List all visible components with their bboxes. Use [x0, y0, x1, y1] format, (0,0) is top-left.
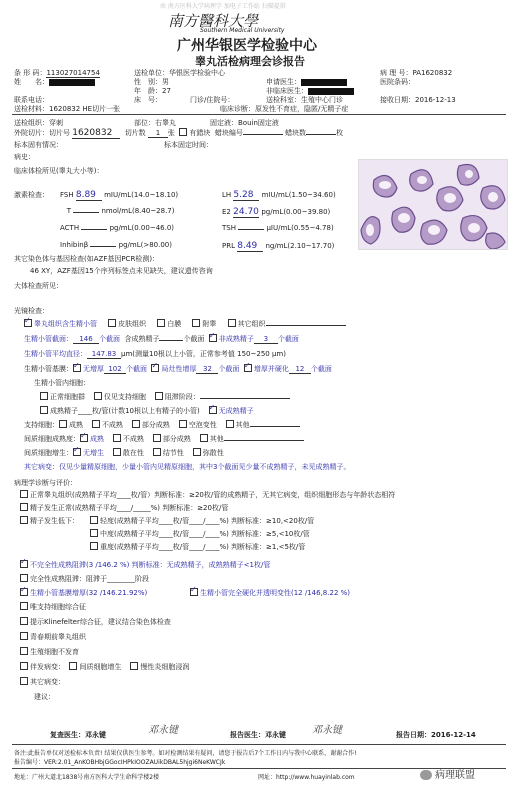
outpatient-number: 门诊/住院号：	[190, 96, 235, 104]
fixative: 固定液：Bouin固定液	[210, 119, 279, 127]
sertoli-cells: 支持细胞： 成熟 不成熟 部分成熟 空泡变性 其他	[24, 420, 300, 430]
hormone-fsh: FSH 8.89 mIU/mL(14.0~18.10)	[60, 190, 179, 200]
age: 年 龄：27	[134, 87, 171, 95]
pathology-number: 病 理 号：PA1620832	[380, 69, 453, 77]
hospital-barcode: 医院条码：	[380, 78, 415, 86]
microscopy-label: 光镜检查：	[14, 307, 49, 315]
receive-date: 接收日期：2016-12-13	[380, 96, 456, 104]
diag-sclerosis: ✓ 生精小管完全硬化并透明变性(12 /146,8.22 %)	[190, 588, 350, 598]
gross-condition: 标本固有情况：	[14, 141, 63, 149]
specimen-side: 部位：右睾丸	[134, 119, 176, 127]
leydig-maturity: 间质细胞成熟度：✓ 成熟 不成熟 部分成熟 其他	[24, 434, 304, 444]
center-title: 广州华银医学检验中心	[177, 38, 317, 54]
material: 送检材料：1620832 HE切片一张	[14, 105, 121, 113]
hormone-t: T nmol/mL(8.40~28.7)	[66, 207, 175, 215]
other-lesion: 其它病变：仅见少量精原细胞，少量小管内见精原细胞，其中3个截面见少量不成熟精子，未见成熟精子。	[24, 463, 351, 471]
address: 地址：广州大道北1838号南方医科大学生命科学楼2楼	[14, 774, 160, 781]
report-code: 报告编号：VER:2.01_AnKOBHbjGGocIHPkIOOZAUikDBAL5hjgi6NeKWCJk	[14, 759, 226, 766]
diag-hypospermatogenesis: 精子发生低下：	[20, 516, 79, 526]
disclaimer: 备注:此报告单仅对送检标本负责! 结果仅供医生参考。如对检测结果有疑问，请您于报告后7个工作日内与我中心联系，谢谢合作!	[14, 750, 357, 757]
histology-micrograph	[358, 159, 508, 250]
basement-membrane: 生精小管基膜：✓ 无增厚 102 个截面 ✓ 局灶性增厚 32 个截面 ✓ 增厚并硬化 12 个截面	[24, 364, 332, 374]
contact-phone: 联系电话：	[14, 96, 49, 104]
mature-sperm: 成熟精子____枚/管(计数10根以上有精子的小管) ✓ 无成熟精子	[40, 406, 254, 416]
barcode: 条 形 码：113027014754	[14, 69, 100, 77]
specimen-method: 送检组织：穿刺	[14, 119, 63, 127]
external-slide: 外院切片：切片号 1620832 切片数 1 张 有錯块 蜡块编号 蜡块数 枚	[14, 128, 344, 138]
diag-mild: 轻度(成熟精子平均____枚/管____/____%) 判断标准：≥10,<20枚/管	[90, 516, 314, 526]
cell-types: 正常细胞群 仅见支持细胞 阻滞阶段：	[40, 392, 290, 402]
diag-klinefelter: 提示Klinefelter综合征，建议结合染色体检查	[20, 617, 171, 627]
tissue-types: ✓睾丸组织含生精小管 皮肤组织 白膜 附睾 其它组织	[24, 319, 346, 329]
suggestion: 建议：	[34, 693, 55, 701]
hormone-label: 激素检查：	[14, 191, 49, 199]
diag-basement-thickening: ✓生精小管基膜增厚(32 /146.21.92%)	[20, 588, 147, 598]
divider	[12, 744, 506, 745]
non-clinical-doctor: 非临床医生：	[266, 86, 354, 96]
university-logo-cn: 南方醫科大學	[168, 12, 259, 30]
diag-germ-aplasia: 生殖细胞不发育	[20, 647, 79, 657]
report-title: 睾丸活检病理会诊报告	[195, 55, 305, 68]
gross-exam: 大体检查所见：	[14, 282, 63, 290]
diag-prepubertal: 青春期前睾丸组织	[20, 632, 86, 642]
department: 送检科室：生殖中心门诊	[266, 96, 343, 104]
hormone-prl: PRL 8.49 ng/mL(2.10~17.70)	[222, 241, 335, 251]
patient-name: 姓 名：	[14, 77, 95, 87]
sender: 送检单位：华银医学检验中心	[134, 69, 225, 77]
review-doctor: 复查医生：邓永键	[50, 731, 106, 739]
report-signature: 邓永键	[312, 725, 342, 736]
clinical-exam: 临床体检所见(睾丸大小等)：	[14, 167, 104, 175]
diag-incomplete-arrest: ✓不完全性成熟阻滞(3 /146.2 %) 判断标准：无成熟精子，成熟熟精子<1枚/管	[20, 560, 270, 570]
diag-complete-arrest: 完全性成熟阻滞：阻滞于________阶段	[20, 574, 149, 584]
hormone-inhibin: Inhibinβ pg/mL(>80.00)	[60, 241, 172, 249]
report-doctor: 报告医生：邓永键	[230, 731, 286, 739]
diag-sertoli-only: 唯支持细胞综合征	[20, 602, 86, 612]
diag-other: 其它病变：	[20, 677, 65, 687]
diag-severe: 重度(成熟精子平均____枚/管____/____%) 判断标准：≥1,<5枚/管	[90, 542, 305, 552]
history: 病史：	[14, 153, 35, 161]
watermark: 由 南方医科大学病理学 加电子工作站 扫描提供	[160, 3, 286, 10]
tubule-diameter: 生精小管平均直径： 147.83 μm(测量10根以上小管，正常参考值 150~250 μm)	[24, 350, 286, 358]
divider	[12, 114, 506, 115]
university-logo-en: Southern Medical University	[200, 27, 285, 34]
fixation-time: 标本固定时间：	[164, 141, 213, 149]
leydig-hyperplasia: 间质细胞增生：✓ 无增生 散在性 结节性 弥散性	[24, 448, 224, 458]
tubule-sections: 生精小管截面： 146 个截面 含成熟精子 个截面 ✓ 非成熟精子 3 个截面	[24, 334, 299, 344]
report-date: 报告日期：2016-12-14	[396, 731, 476, 739]
hormone-acth: ACTH pg/mL(0.00~46.0)	[60, 224, 175, 232]
hormone-e2: E2 24.70 pg/mL(0.00~39.80)	[222, 207, 331, 217]
website: 网址：http://www.huayinlab.com	[258, 774, 355, 781]
genetics-label: 其它染色体与基因检查(如AZF基因PCR检测)：	[14, 255, 160, 263]
apply-doctor: 申请医生：	[266, 77, 347, 87]
hormone-lh: LH 5.28 mIU/mL(1.50~34.60)	[222, 190, 336, 200]
bed-number: 床 号：	[134, 96, 162, 104]
hormone-tsh: TSH μIU/mL(0.55~4.78)	[222, 224, 334, 232]
diagnosis-label: 病理学诊断与评价：	[14, 479, 77, 487]
diag-moderate: 中度(成熟精子平均____枚/管____/____%) 判断标准：≥5,<10枚/管	[90, 529, 310, 539]
gender: 性 别：男	[134, 78, 169, 86]
review-signature: 邓永键	[148, 725, 178, 736]
genetics-result: 46 XY，AZF基因15个序列标签点未见缺失，建议遗传咨询	[30, 267, 213, 275]
brand: 病理联盟	[420, 766, 475, 781]
diag-normal-spermatogenesis: 精子发生正常(成熟精子平均____/_____%) 判断标准：≥20枚/管	[20, 503, 228, 513]
diag-normal-tissue: 正常睾丸组织(成熟精子平均____枚/管）判断标准：≥20枚/管的成熟精子，无其它病变，组织细胞形态与年龄状态相符	[20, 490, 395, 500]
chat-icon	[420, 770, 432, 780]
clinical-diagnosis: 临床诊断：原发性不育症，隐匿/无精子症	[220, 105, 349, 113]
diag-concomitant: 伴发病变： 间质细胞增生 慢性炎细胞浸润	[20, 662, 189, 672]
intratubular-cells: 生精小管内细胞：	[34, 379, 90, 387]
